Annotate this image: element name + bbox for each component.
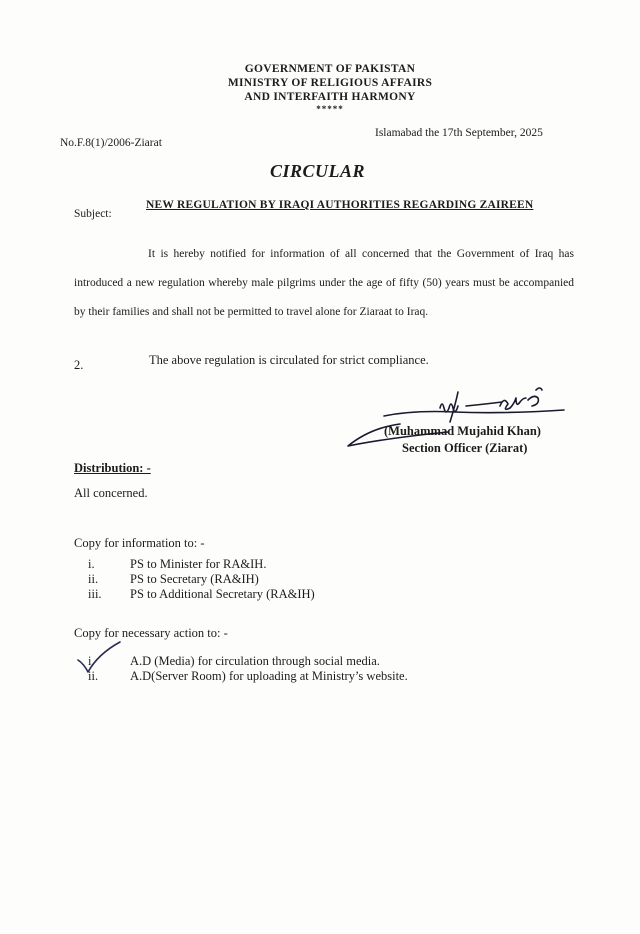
list-item-number: i.: [88, 654, 95, 668]
letterhead: [200, 62, 460, 114]
list-item-number: i.: [88, 557, 95, 571]
distribution-heading: Distribution: -: [74, 461, 151, 475]
list-item: [88, 587, 508, 602]
paragraph-1: It is hereby notified for information of all concerned that the Government of Iraq has introduced a new regulation whereby male pilgrims under the age of fifty (50) years must be accompanied by their families and shall not be permitted to travel alone for Ziaraat to Iraq.: [74, 248, 574, 318]
signatory-name: (Muhammad Mujahid Khan): [384, 424, 541, 438]
list-item-text: PS to Additional Secretary (RA&IH): [130, 587, 315, 601]
letterhead-line-1: GOVERNMENT OF PAKISTAN: [244, 63, 416, 75]
distribution-body: All concerned.: [74, 486, 148, 500]
subject-label: Subject:: [74, 208, 112, 220]
subject-text: NEW REGULATION BY IRAQI AUTHORITIES REGARDING ZAIREEN: [146, 199, 534, 211]
list-item-number: ii.: [88, 572, 99, 586]
list-item: [88, 669, 508, 684]
file-number: No.F.8(1)/2006-Ziarat: [60, 137, 162, 149]
copy-action-list: [88, 654, 508, 684]
signatory-title: Section Officer (Ziarat): [402, 441, 528, 455]
document-title: CIRCULAR: [270, 161, 366, 181]
list-item-number: ii.: [88, 669, 99, 683]
list-item-text: A.D (Media) for circulation through social media.: [130, 654, 380, 668]
dateline: Islamabad the 17th September, 2025: [375, 127, 543, 139]
list-item-number: iii.: [88, 587, 102, 601]
list-item-text: PS to Minister for RA&IH.: [130, 557, 267, 571]
copy-information-heading: Copy for information to: -: [74, 536, 205, 550]
list-item: [88, 654, 508, 669]
paragraph-2-number: 2.: [74, 358, 84, 372]
list-item-text: A.D(Server Room) for uploading at Ministry’s website.: [130, 669, 408, 683]
list-item-text: PS to Secretary (RA&IH): [130, 572, 259, 586]
list-item: [88, 557, 508, 572]
copy-action-heading: Copy for necessary action to: -: [74, 626, 228, 640]
letterhead-line-3: AND INTERFAITH HARMONY: [244, 91, 416, 103]
checkmark-icon: [74, 640, 124, 676]
paragraph-2-text: The above regulation is circulated for strict compliance.: [149, 353, 429, 367]
letterhead-line-2: MINISTRY OF RELIGIOUS AFFAIRS: [227, 77, 433, 89]
list-item: [88, 572, 508, 587]
letterhead-stars: *****: [316, 104, 344, 114]
copy-information-list: [88, 557, 508, 602]
